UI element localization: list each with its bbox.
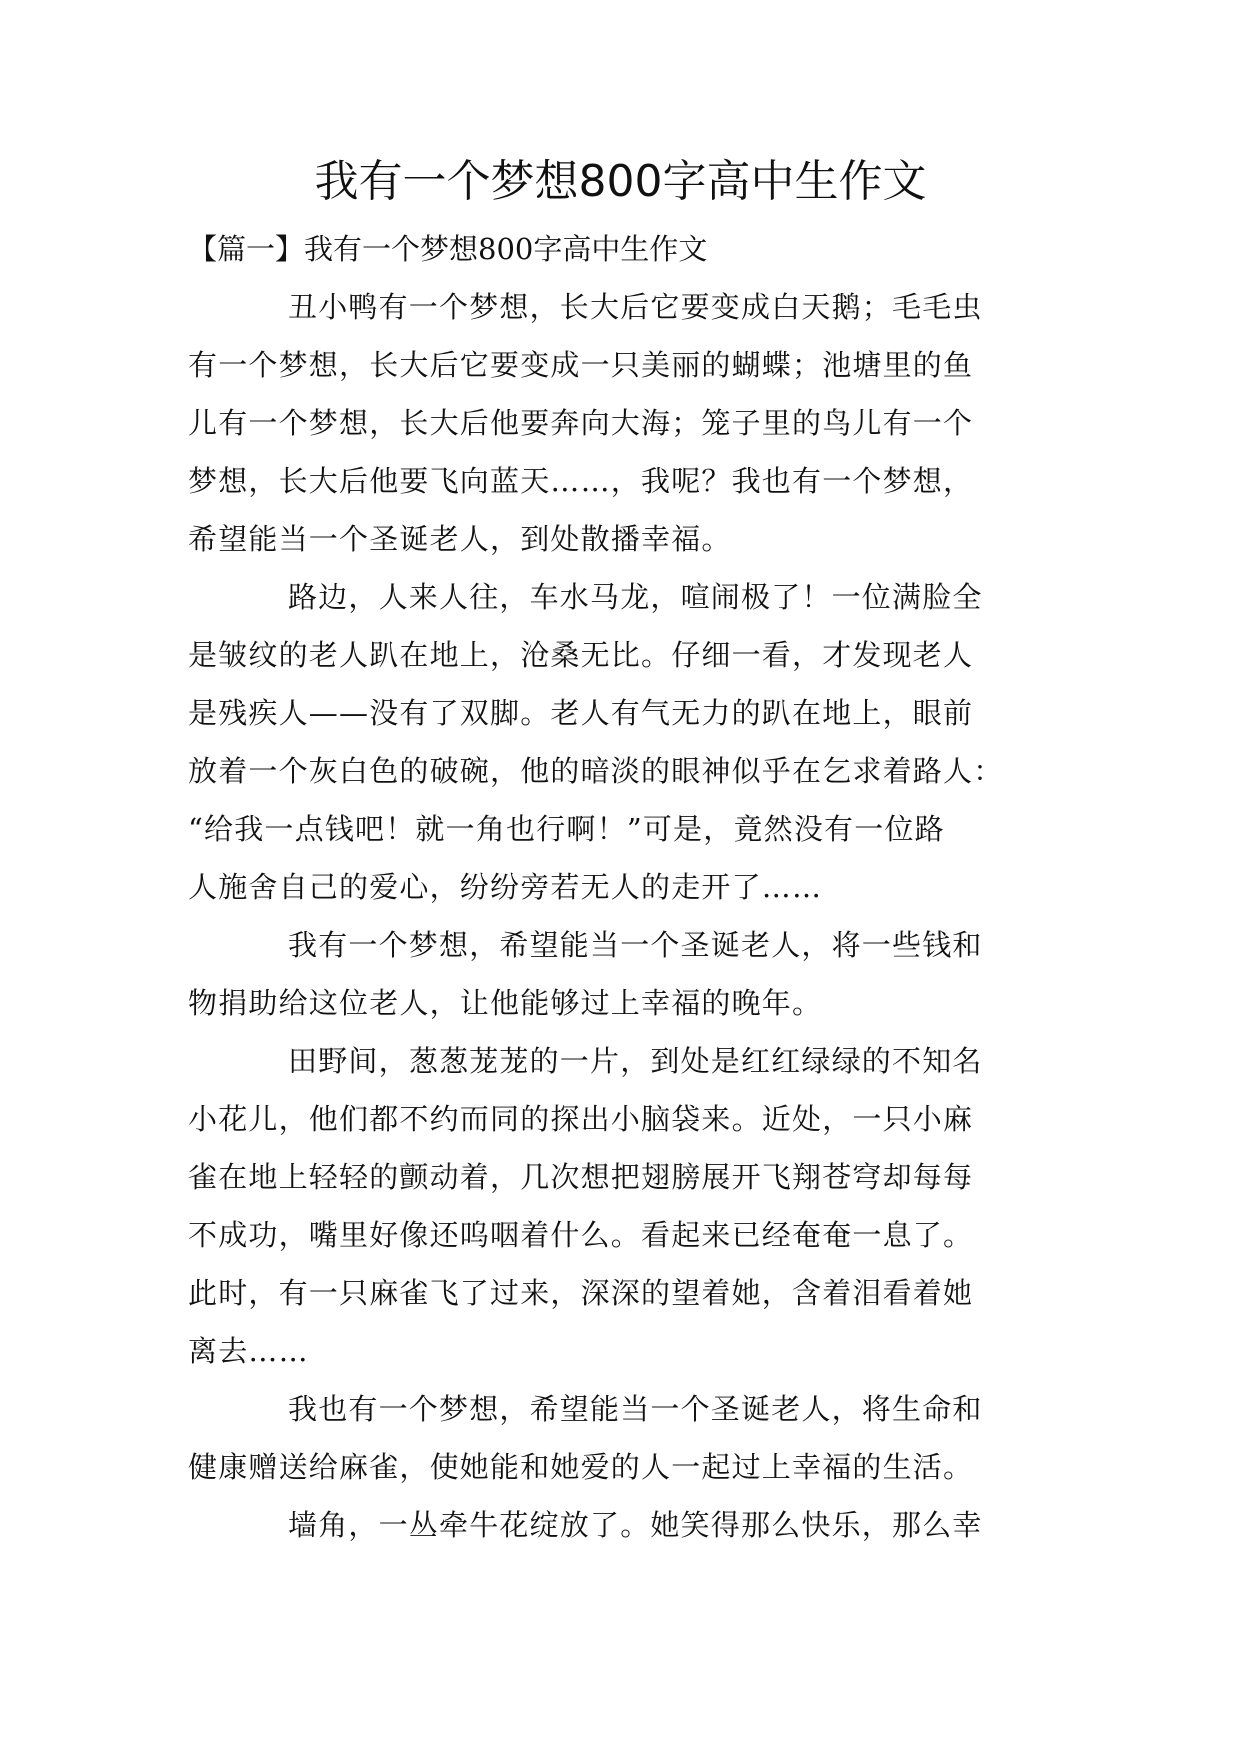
- paragraph-3: [188, 916, 1058, 1032]
- paragraph-line: 梦想，长大后他要飞向蓝天……，我呢？我也有一个梦想，: [188, 464, 974, 498]
- paragraph-line: 人施舍自己的爱心，纷纷旁若无人的走开了……: [188, 870, 823, 904]
- paragraph-line: 健康赠送给麻雀，使她能和她爱的人一起过上幸福的生活。: [188, 1450, 974, 1484]
- paragraph-line: 希望能当一个圣诞老人，到处散播幸福。: [188, 522, 732, 556]
- paragraph-line: 不成功，嘴里好像还呜咽着什么。看起来已经奄奄一息了。: [188, 1218, 974, 1252]
- paragraph-line: 离去……: [188, 1334, 309, 1368]
- paragraph-2: [188, 568, 1058, 916]
- paragraph-line: “给我一点钱吧！就一角也行啊！”可是，竟然没有一位路: [188, 812, 945, 846]
- section-heading: 【篇一】我有一个梦想800字高中生作文: [188, 232, 708, 266]
- paragraph-line: 田野间，葱葱茏茏的一片，到处是红红绿绿的不知名: [288, 1044, 983, 1078]
- paragraph-line: 是皱纹的老人趴在地上，沧桑无比。仔细一看，才发现老人: [188, 638, 974, 672]
- paragraph-line: 儿有一个梦想，长大后他要奔向大海；笼子里的鸟儿有一个: [188, 406, 974, 440]
- paragraph-5: [188, 1380, 1058, 1496]
- paragraph-line: 放着一个灰白色的破碗，他的暗淡的眼神似乎在乞求着路人：: [188, 754, 1004, 788]
- paragraph-6: [188, 1496, 1058, 1554]
- paragraph-1: [188, 278, 1058, 568]
- paragraph-line: 有一个梦想，长大后它要变成一只美丽的蝴蝶；池塘里的鱼: [188, 348, 974, 382]
- paragraph-line: 物捐助给这位老人，让他能够过上幸福的晚年。: [188, 986, 823, 1020]
- paragraph-line: 我有一个梦想，希望能当一个圣诞老人，将一些钱和: [288, 928, 983, 962]
- document-body: [188, 220, 1058, 1554]
- paragraph-line: 墙角，一丛牵牛花绽放了。她笑得那么快乐，那么幸: [288, 1508, 983, 1542]
- paragraph-line: 此时，有一只麻雀飞了过来，深深的望着她，含着泪看着她: [188, 1276, 974, 1310]
- paragraph-line: 路边，人来人往，车水马龙，喧闹极了！一位满脸全: [288, 580, 983, 614]
- paragraph-4: [188, 1032, 1058, 1380]
- paragraph-line: 丑小鸭有一个梦想，长大后它要变成白天鹅；毛毛虫: [288, 290, 983, 324]
- paragraph-line: 是残疾人——没有了双脚。老人有气无力的趴在地上，眼前: [188, 696, 974, 730]
- paragraph-line: 小花儿，他们都不约而同的探出小脑袋来。近处，一只小麻: [188, 1102, 974, 1136]
- paragraph-line: 我也有一个梦想，希望能当一个圣诞老人，将生命和: [288, 1392, 983, 1426]
- paragraph-line: 雀在地上轻轻的颤动着，几次想把翅膀展开飞翔苍穹却每每: [188, 1160, 974, 1194]
- document-title: 我有一个梦想800字高中生作文: [314, 156, 927, 207]
